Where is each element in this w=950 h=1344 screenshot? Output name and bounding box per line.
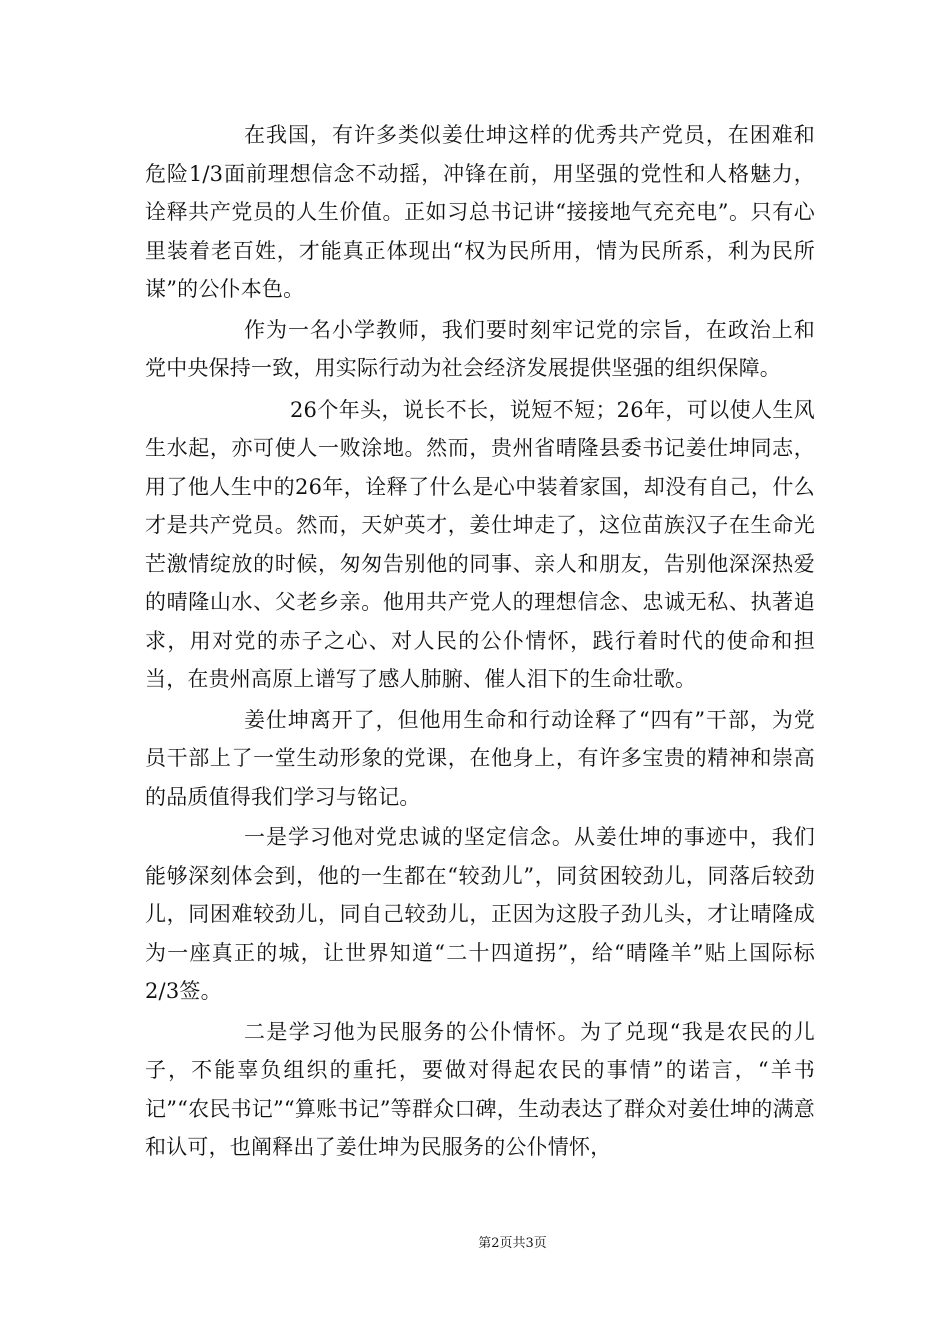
paragraph: 姜仕坤离开了，但他用生命和行动诠释了“四有”干部，为党员干部上了一堂生动形象的党课，在他身上，有许多宝贵的精神和崇高的品质值得我们学习与铭记。 bbox=[145, 707, 815, 809]
paragraph: 二是学习他为民服务的公仆情怀。为了兑现“我是农民的儿子，不能辜负组织的重托，要做对得起农民的事情”的诺言，“羊书记”“农民书记”“算账书记”等群众口碑，生动表达了群众对姜仕坤的满意和认可，也阐释出了姜仕坤为民服务的公仆情怀， bbox=[145, 1019, 815, 1159]
paragraph: 作为一名小学教师，我们要时刻牢记党的宗旨，在政治上和党中央保持一致，用实际行动为社会经济发展提供坚强的组织保障。 bbox=[145, 317, 815, 380]
paragraph: 26个年头，说长不长，说短不短；26年，可以使人生风生水起，亦可使人一败涂地。然而，贵州省晴隆县委书记姜仕坤同志，用了他人生中的26年，诠释了什么是心中装着家国，却没有自己，什么才是共产党员。然而，天妒英才，姜仕坤走了，这位苗族汉子在生命光芒激情绽放的时候，匆匆告别他的同事、亲人和朋友，告别他深深热爱的晴隆山水、父老乡亲。他用共产党人的理想信念、忠诚无私、执著追求，用对党的赤子之心、对人民的公仆情怀，践行着时代的使命和担当，在贵州高原上谱写了感人肺腑、催人泪下的生命壮歌。 bbox=[145, 397, 815, 691]
document-body bbox=[145, 116, 815, 1167]
paragraph: 在我国，有许多类似姜仕坤这样的优秀共产党员，在困难和危险1/3面前理想信念不动摇，冲锋在前，用坚强的党性和人格魅力，诠释共产党员的人生价值。正如习总书记讲“接接地气充充电”。只有心里装着老百姓，才能真正体现出“权为民所用，情为民所系，利为民所谋”的公仆本色。 bbox=[145, 123, 815, 301]
paragraph: 一是学习他对党忠诚的坚定信念。从姜仕坤的事迹中，我们能够深刻体会到，他的一生都在“较劲儿”，同贫困较劲儿，同落后较劲儿，同困难较劲儿，同自己较劲儿，正因为这股子劲儿头，才让晴隆成为一座真正的城，让世界知道“二十四道拐”，给“晴隆羊”贴上国际标2/3签。 bbox=[145, 825, 815, 1003]
page-number-footer: 第2页共3页 bbox=[478, 1236, 547, 1251]
